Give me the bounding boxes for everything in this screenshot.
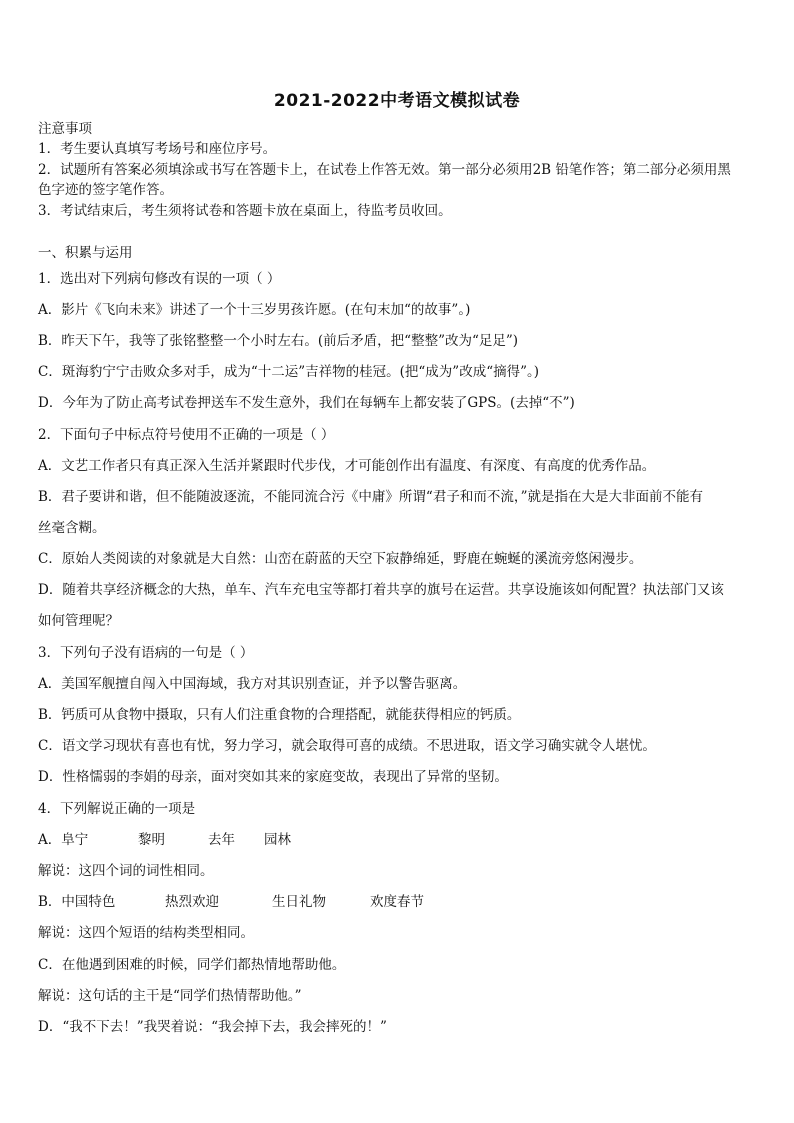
q2-option-b-cont: 丝毫含糊。 — [38, 520, 106, 536]
q2-option-b: B．君子要讲和谐，但不能随波逐流，不能同流合污《中庸》所谓“君子和而不流，”就是指在大是大非面前不能有 — [38, 489, 703, 505]
q4-option-d: D．“我不下去！”我哭着说：“我会掉下去，我会摔死的！” — [38, 1019, 387, 1035]
q3-option-b: B．钙质可从食物中摄取，只有人们注重食物的合理搭配，就能获得相应的钙质。 — [38, 707, 521, 723]
q2-option-a: A．文艺工作者只有真正深入生活并紧跟时代步伐，才可能创作出有温度、有深度、有高度的优秀作品。 — [38, 458, 656, 474]
q4-b-label: B．中国特色 — [38, 894, 116, 910]
page-title: 2021-2022中考语文模拟试卷 — [273, 91, 521, 111]
q4-option-b — [38, 893, 758, 911]
q4-a-note: 解说：这四个词的词性相同。 — [38, 863, 214, 879]
notice-item-3: 3．考试结束后，考生须将试卷和答题卡放在桌面上，待监考员收回。 — [38, 203, 452, 219]
q4-a-word: 园林 — [264, 832, 291, 848]
q1-option-b: B．昨天下午，我等了张铭整整一个小时左右。(前后矛盾，把“整整”改为“足足”) — [38, 333, 519, 349]
notice-heading: 注意事项 — [38, 121, 92, 137]
q3-option-c: C．语文学习现状有喜也有忧，努力学习，就会取得可喜的成绩。不思进取，语文学习确实就令人堪忧。 — [38, 738, 656, 754]
notice-item-2: 2．试题所有答案必须填涂或书写在答题卡上，在试卷上作答无效。第一部分必须用2B 铅笔作答；第二部分必须用黑 — [38, 162, 731, 178]
section-heading: 一、积累与运用 — [38, 245, 133, 261]
q2-option-d-cont: 如何管理呢？ — [38, 613, 119, 629]
q1-option-c: C．斑海豹宁宁击败众多对手，成为“十二运”吉祥物的桂冠。(把“成为”改成“摘得”。) — [38, 364, 540, 380]
notice-item-2-cont: 色字迹的签字笔作答。 — [38, 182, 173, 198]
q1-stem: 1．选出对下列病句修改有误的一项（ ） — [38, 271, 281, 287]
q3-option-d: D．性格懦弱的李娟的母亲，面对突如其来的家庭变故，表现出了异常的坚韧。 — [38, 769, 508, 785]
q4-a-word: 去年 — [208, 832, 235, 848]
q2-option-c: C．原始人类阅读的对象就是大自然：山峦在蔚蓝的天空下寂静绵延，野鹿在蜿蜒的溪流旁悠闲漫步。 — [38, 551, 643, 567]
q4-stem: 4．下列解说正确的一项是 — [38, 801, 196, 817]
q4-a-label: A．阜宁 — [38, 832, 89, 848]
q2-stem: 2．下面句子中标点符号使用不正确的一项是（ ） — [38, 427, 335, 443]
q4-option-a — [38, 831, 758, 849]
q1-option-a: A．影片《飞向未来》讲述了一个十三岁男孩许愿。(在句末加“的故事”。) — [38, 302, 471, 318]
q3-option-a: A．美国军舰擅自闯入中国海域，我方对其识别查证，并予以警告驱离。 — [38, 676, 467, 692]
notice-item-1: 1．考生要认真填写考场号和座位序号。 — [38, 141, 277, 157]
q4-b-word: 热烈欢迎 — [165, 894, 219, 910]
q4-b-word: 生日礼物 — [272, 894, 326, 910]
q4-a-word: 黎明 — [138, 832, 165, 848]
q4-b-word: 欢度春节 — [370, 894, 424, 910]
q3-stem: 3．下列句子没有语病的一句是（ ） — [38, 645, 254, 661]
q2-option-d: D．随着共享经济概念的大热，单车、汽车充电宝等都打着共享的旗号在运营。共享设施该如何配置？执法部门又该 — [38, 582, 724, 598]
q4-c-note: 解说：这句话的主干是“同学们热情帮助他。” — [38, 988, 302, 1004]
q1-option-d: D．今年为了防止高考试卷押送车不发生意外，我们在每辆车上都安装了GPS。(去掉“不”) — [38, 395, 575, 411]
q4-b-note: 解说：这四个短语的结构类型相同。 — [38, 925, 254, 941]
q4-option-c: C．在他遇到困难的时候，同学们都热情地帮助他。 — [38, 957, 346, 973]
